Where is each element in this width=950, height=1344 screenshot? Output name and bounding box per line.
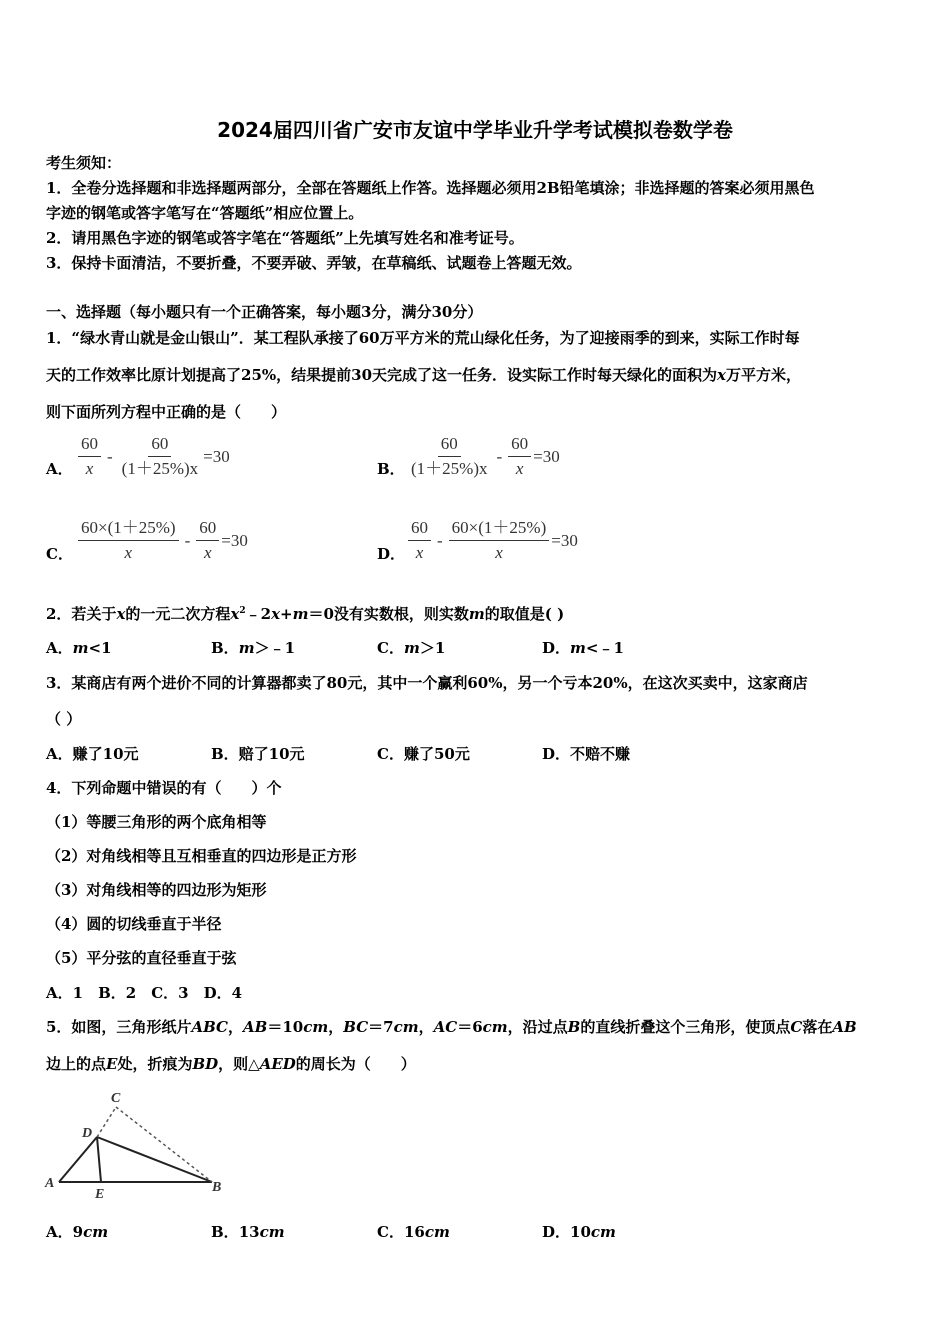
q5-option-a: A．9cm (46, 1223, 109, 1241)
page-title: 2024届四川省广安市友谊中学毕业升学考试模拟卷数学卷 (217, 118, 733, 142)
q2-option-b: B．m＞﹣1 (211, 639, 295, 657)
q1-line-2: 天的工作效率比原计划提高了25%，结果提前30天完成了这一任务．设实际工作时每天绿化的面积为x万平方米， (46, 366, 801, 384)
q1-option-b-label: B． (377, 460, 405, 478)
label-e: E (95, 1187, 105, 1202)
q1-option-b-equation: $\frac{60}{(1+25\%)x}$ - $\frac{60}{x}$ =30 (411, 434, 560, 478)
q1-option-a-label: A． (46, 460, 73, 478)
q2-option-a: A．m<1 (46, 639, 112, 657)
q5-line-1: 5．如图，三角形纸片ABC，AB＝10cm，BC＝7cm，AC＝6cm，沿过点B的直线折叠这个三角形，使顶点C落在AB (46, 1018, 857, 1036)
q1-line-3: 则下面所列方程中正确的是（ ） (46, 403, 287, 421)
q3-option-a: A．赚了10元 (46, 745, 139, 763)
q4-item-5: （5）平分弦的直径垂直于弦 (46, 949, 237, 967)
segment-cb (116, 1107, 212, 1182)
notice-item-1-line-1: 1．全卷分选择题和非选择题两部分，全部在答题纸上作答。选择题必须用2B铅笔填涂；非选择题的答案必须用黑色 (46, 179, 815, 197)
segment-dc (97, 1107, 116, 1137)
triangle-figure (40, 1085, 230, 1203)
q4-options: A．1 B．2 C．3 D．4 (46, 984, 243, 1002)
q4-item-2: （2）对角线相等且互相垂直的四边形是正方形 (46, 847, 357, 865)
q1-option-d-equation: $\frac{60}{x}$ - $\frac{60\times(1+25\%)}{x}$ =30 (406, 518, 578, 563)
q4-stem: 4．下列命题中错误的有（ ）个 (46, 779, 282, 797)
label-c: C (111, 1091, 121, 1106)
notice-item-1-line-2: 字迹的钢笔或答字笔写在“答题纸”相应位置上。 (46, 204, 364, 222)
q4-item-3: （3）对角线相等的四边形为矩形 (46, 881, 267, 899)
q1-line-1: 1．“绿水青山就是金山银山”．某工程队承接了60万平方米的荒山绿化任务，为了迎接雨季的到来，实际工作时每 (46, 329, 800, 347)
q2-stem: 2．若关于x的一元二次方程$x^2﹣2x+m=0$没有实数根，则实数m的取值是( ) (46, 605, 565, 623)
q3-line-2: （ ） (46, 710, 82, 728)
q4-item-1: （1）等腰三角形的两个底角相等 (46, 813, 267, 831)
q3-line-1: 3．某商店有两个进价不同的计算器都卖了80元，其中一个赢利60%，另一个亏本20%，在这次买卖中，这家商店 (46, 674, 808, 692)
notice-item-2: 2．请用黑色字迹的钢笔或答字笔在“答题纸”上先填写姓名和准考证号。 (46, 229, 524, 247)
q2-option-c: C．m＞1 (377, 639, 446, 657)
q1-option-a-equation: $\frac{60}{x}$ - $\frac{60}{(1+25\%)x}$ =30 (76, 434, 230, 479)
segment-de (97, 1137, 101, 1182)
q5-option-c: C．16cm (377, 1223, 450, 1241)
q5-option-d: D．10cm (542, 1223, 616, 1241)
q1-option-c-equation: $\frac{60\times(1+25\%)}{x}$ - $\frac{60}{x}$ =30 (76, 518, 248, 563)
q2-option-d: D．m<﹣1 (542, 639, 624, 657)
q1-option-c-label: C． (46, 545, 73, 563)
segment-ad (59, 1137, 97, 1182)
q4-item-4: （4）圆的切线垂直于半径 (46, 915, 222, 933)
segment-db (97, 1137, 212, 1182)
q1-option-d-label: D． (377, 545, 406, 563)
label-b: B (212, 1180, 222, 1195)
q5-option-b: B．13cm (211, 1223, 285, 1241)
section-heading: 一、选择题（每小题只有一个正确答案，每小题3分，满分30分） (46, 303, 483, 321)
label-d: D (82, 1126, 93, 1141)
notice-item-3: 3．保持卡面清洁，不要折叠，不要弄破、弄皱，在草稿纸、试题卷上答题无效。 (46, 254, 582, 272)
label-a: A (45, 1176, 55, 1191)
q3-option-d: D．不赔不赚 (542, 745, 631, 763)
q3-option-c: C．赚了50元 (377, 745, 470, 763)
q5-line-2: 边上的点E处，折痕为BD，则△AED的周长为（ ） (46, 1055, 416, 1073)
notice-heading: 考生须知： (46, 154, 122, 172)
q3-option-b: B．赔了10元 (211, 745, 305, 763)
